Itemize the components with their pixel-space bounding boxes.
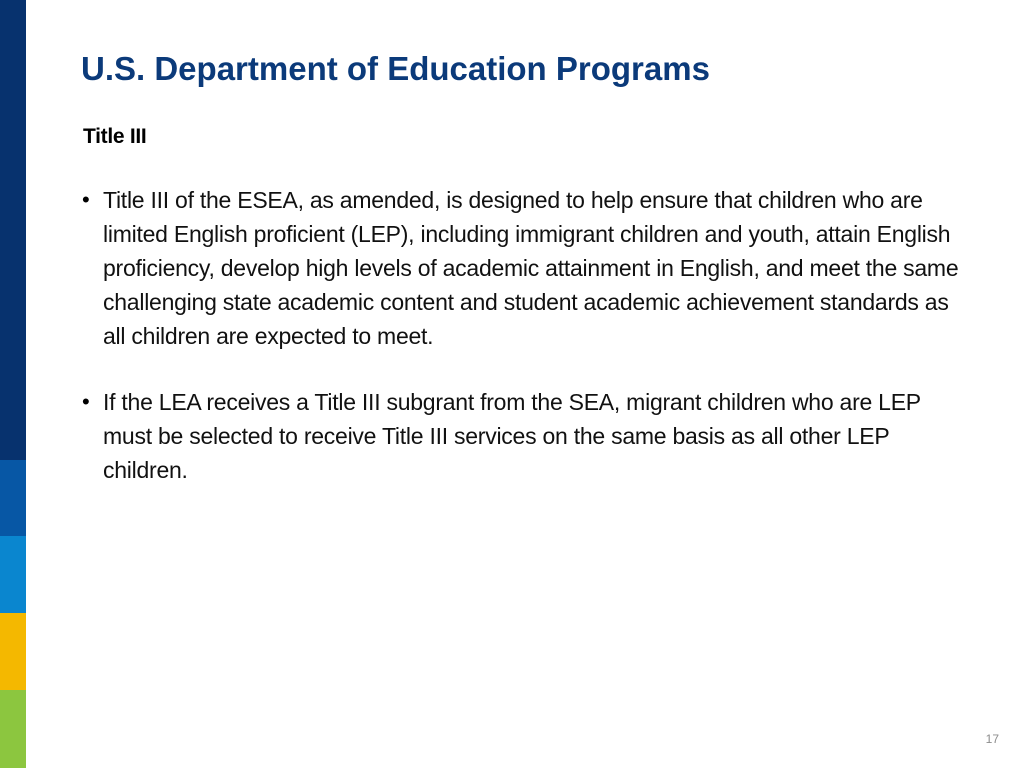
bullet-marker: • bbox=[82, 389, 90, 414]
slide-subtitle: Title III bbox=[83, 125, 147, 148]
bullet-list bbox=[80, 183, 960, 519]
side-bar-green bbox=[0, 690, 26, 768]
slide-title: U.S. Department of Education Programs bbox=[81, 50, 710, 87]
side-bar-light-blue bbox=[0, 536, 26, 613]
bullet-item bbox=[80, 183, 960, 353]
bullet-text: Title III of the ESEA, as amended, is designed to help ensure that children who are limited English proficient (LEP), including immigrant children and youth, attain English proficiency, develop high levels of academic attainment in English, and meet the same challenging state academic content and student academic achievement standards as all children are expected to meet. bbox=[103, 187, 959, 349]
page-number: 17 bbox=[985, 732, 999, 746]
side-bar-navy bbox=[0, 0, 26, 460]
side-bar-blue bbox=[0, 460, 26, 536]
bullet-item bbox=[80, 385, 960, 487]
side-color-bar bbox=[0, 0, 26, 768]
bullet-text: If the LEA receives a Title III subgrant from the SEA, migrant children who are LEP must be selected to receive Title III services on the same basis as all other LEP children. bbox=[103, 389, 921, 483]
side-bar-yellow bbox=[0, 613, 26, 690]
bullet-marker: • bbox=[82, 187, 90, 212]
